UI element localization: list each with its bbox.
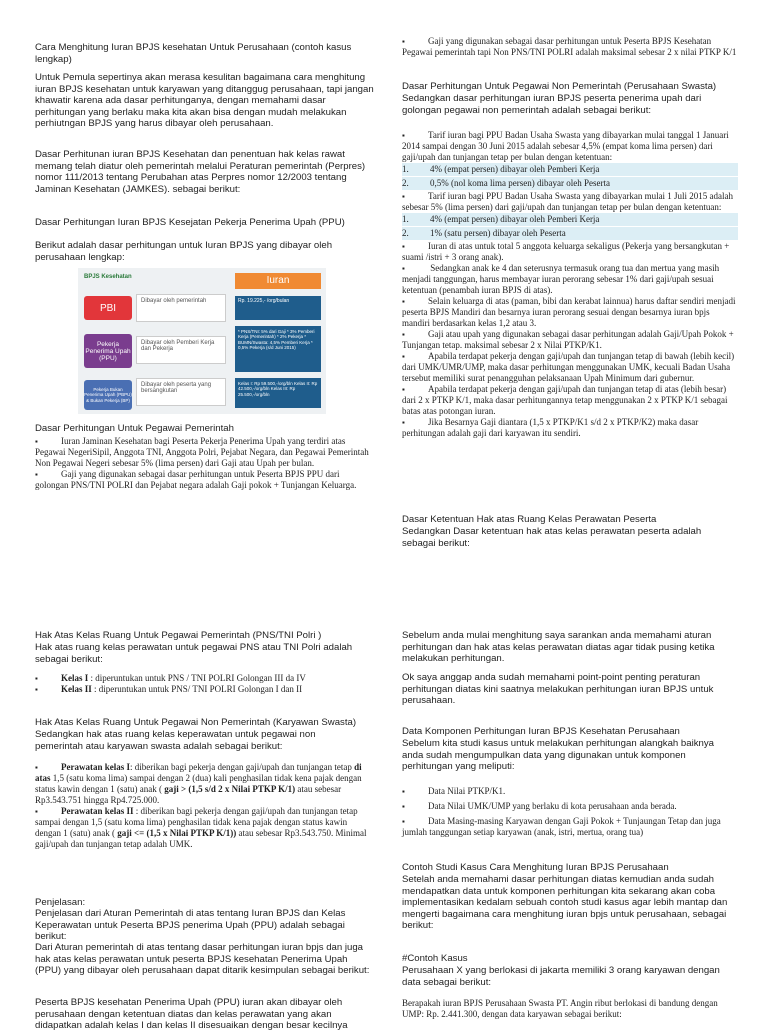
tarif1-item: 1. 4% (empat persen) dibayar oleh Pemberi Kerja [402, 163, 738, 176]
list-item: ▪Apabila terdapat pekerja dengan gaji/upah dan tunjangan tetap di bawah (lebih kecil) dari UMK/UMR/UMP, maka dasar perhitungan menggunakan UMK, kecuali Badan Usaha tersebut memiliki surat penangguhan pelaksanaan Upah Minimum dari gubernur. [402, 351, 738, 384]
list-item: ▪ Sedangkan anak ke 4 dan seterusnya termasuk orang tua dan mertua yang masih menjadi tanggungan, harus membayar iuran perorang sebesar 1% dari gaji/upah sesuai ketentuan (penambah iuran BPJS di atas). [402, 263, 738, 296]
komponen-heading: Data Komponen Perhitungan Iuran BPJS Kesehatan Perusahaan [402, 726, 680, 737]
ppu-heading: Dasar Perhitungan Iuran BPJS Kesejatan Pekerja Penerima Upah (PPU) [35, 217, 345, 228]
pbi-label: PBI [84, 296, 132, 320]
tarif2-item: 1. 4% (empat persen) dibayar oleh Pemberi Kerja [402, 213, 738, 226]
list-item: ▪Perawatan kelas II : diberikan bagi pekerja dengan gaji/upah dan tunjangan tetap sampai dengan 1,5 (satu koma lima) penghasilan tidak kena pajak dengan status kawin dengan 1 (satu) anak ( gaji <= (1,5 x Nilai PTKP K/1)) atau sebesar Rp3.543.750. Minimal gaji/upah dan tunjangan tetap adalah UMK. [35, 806, 375, 850]
sebelum-paragraph: Sebelum anda mulai menghitung saya sarankan anda memahami aturan perhitungan dan hak atas kelas perawatan diatas agar tidak pusing ketika melakukan perhitungan. [402, 630, 715, 665]
penjelasan-paragraph-3: Peserta BPJS kesehatan Penerima Upah (PPU) iuran akan dibayar oleh perusahaan dengan ketentuan diatas dan kelas perawatan yang akan didapatkan adalah kelas I dan kelas II disesuaikan dengan besar kecilnya [35, 997, 348, 1032]
komponen-list [402, 786, 738, 838]
tarif1-item: 2. 0,5% (nol koma lima persen) dibayar oleh Peserta [402, 177, 738, 190]
list-item: ▪Kelas I : diperuntukan untuk PNS / TNI POLRI Golongan III da IV [35, 673, 375, 684]
list-item: ▪Iuran di atas untuk total 5 anggota keluarga sekaligus (Pekerja yang bersangkutan + suami /istri + 3 orang anak). [402, 241, 738, 263]
contoh-heading: #Contoh Kasus [402, 953, 468, 964]
tarif-section [402, 130, 738, 439]
kelas-pns-intro: Hak atas ruang kelas perawatan untuk pegawai PNS atau TNI Polri adalah sebagai berikut: [35, 642, 353, 665]
article-title: Cara Menghitung Iuran BPJS kesehatan Untuk Perusahaan (contoh kasus lengkap) [35, 42, 352, 65]
pbpu-description: Dibayar oleh peserta yang bersangkutan [136, 378, 226, 406]
list-item: ▪Data Nilai PTKP/K1. [402, 786, 738, 797]
list-item: ▪Gaji yang digunakan sebagai dasar perhitungan untuk Peserta BPJS PPU dari golongan PNS/TNI POLRI dan Pejabat negara adalah Gaji pokok + Tunjangan Keluarga. [35, 469, 375, 491]
pbi-description: Dibayar oleh pemerintah [136, 294, 226, 322]
list-item: ▪Kelas II : diperuntukan untuk PNS/ TNI POLRI Golongan I dan II [35, 684, 375, 695]
penjelasan-heading: Penjelasan: [35, 897, 86, 908]
infographic-header: Iuran [235, 273, 321, 289]
berapakah-paragraph: Berapakah iuran BPJS Perusahaan Swasta PT. Angin ribut berlokasi di bandung dengan UMP: Rp. 2.441.300, dengan data karyawan sebagai berikut: [402, 998, 718, 1019]
pbi-iuran: Rp. 19.225,- /org/bulan [235, 296, 321, 320]
komponen-intro: Sebelum kita studi kasus untuk melakukan perhitungan alangkah baiknya anda sudah mengumpulkan data yang digunakan untuk komponen perhitungan yang meliputi: [402, 738, 714, 773]
list-item: ▪Apabila terdapat pekerja dengan gaji/upah dan tunjangan tetap di atas (lebih besar) dari 2 x PTKP K/1, maka dasar perhitungannya tetap menggunakan 2 x PTKP K/1 sebagai batas atas potongan iuran. [402, 384, 738, 417]
iuran-infographic [78, 268, 326, 414]
kelas-swasta-list [35, 762, 375, 850]
pbpu-label: Pekerja Bukan Penerima Upah (PBPU) & Bukan Pekerja (BP) [84, 380, 132, 410]
list-item: ▪Tarif iuran bagi PPU Badan Usaha Swasta yang dibayarkan mulai 1 Juli 2015 adalah sebesar 5% (lima persen) dari gaji/upah dan tunjangan tetap per bulan dengan ketentuan: [402, 191, 738, 213]
kelas-swasta-intro: Sedangkan hak atas ruang kelas keperawatan untuk pegawai non pemerintah atau karyawan swasta adalah sebagai berikut: [35, 729, 316, 752]
list-item: ▪Tarif iuran bagi PPU Badan Usaha Swasta yang dibayarkan mulai tanggal 1 Januari 2014 sampai dengan 30 Juni 2015 adalah sebesar 4,5% (empat koma lima persen) dari gaji/upah dan tunjangan tetap per bulan dengan ketentuan: [402, 130, 738, 163]
studi-heading: Contoh Studi Kasus Cara Menghitung Iuran BPJS Perusahaan [402, 862, 669, 873]
pns-bullet-list [35, 436, 375, 491]
list-item: ▪Selain keluarga di atas (paman, bibi dan kerabat lainnua) harus daftar sendiri menjadi peserta BPJS Mandiri dan besarnya iuran perorang sesuai dengan besarnya iuran bpjs mandiri berdasarkan kelas 1,2 atau 3. [402, 296, 738, 329]
intro-paragraph: Untuk Pemula sepertinya akan merasa kesulitan bagaimana cara menghitung iuran BPJS kesehatan untuk karyawan yang ditanggug perusahaan, tapi jangan khawatir karena ada dasar perhitunganya, dengan memahami dasar perhitungan yang berlaku maka kita akan bisa dengan mudah melakukan perhiutngan BPJS yang harus dibayar oleh perusahaan. [35, 72, 374, 130]
ppu-label: Pekerja Penerima Upah (PPU) [84, 334, 132, 368]
ppu-description: Dibayar oleh Pemberi Kerja dan Pekerja [136, 336, 226, 364]
pbpu-iuran: Kelas I: Rp 59.500,-/org/bln Kelas II: Rp 42.500,-/org/bln Kelas III: Rp 25.500,-/org/bln [235, 378, 321, 408]
ppu-intro: Berikut adalah dasar perhitungan untuk Iuran BPJS yang dibayar oleh perusahaan lengkap: [35, 240, 333, 263]
penjelasan-paragraph-1: Penjelasan dari Aturan Pemerintah di atas tentang Iuran BPJS dan Kelas Keperawatan untuk Peserta BPJS penerima Upah (PPU) adalah sebagai berikut: [35, 908, 346, 943]
pns-heading: Dasar Perhitungan Untuk Pegawai Pemerintah [35, 423, 234, 434]
kelas-pns-list [35, 673, 375, 695]
swasta-intro: Sedangkan dasar perhitungan iuran BPJS peserta penerima upah dari golongan pegawai non pemerintah adalah sebagai berikut: [402, 93, 702, 116]
kelas-pns-heading: Hak Atas Kelas Ruang Untuk Pegawai Pemerintah (PNS/TNI Polri ) [35, 630, 322, 641]
contoh-paragraph: Perusahaan X yang berlokasi di jakarta memiliki 3 orang karyawan dengan data sebagai berikut: [402, 965, 720, 988]
tarif2-item: 2. 1% (satu persen) dibayar oleh Peserta [402, 227, 738, 240]
rules-paragraph: Dasar Perhitunan iuran BPJS Kesehatan dan penentuan hak kelas rawat memang telah diatur oleh pemerintah melalui Peraturan pemerintah (Perpres) nomor 111/2013 tentang Perubahan atas Perpres nomor 12/2003 tentang Jaminan Kesehatan (JAMKES). sebagai berikut: [35, 149, 366, 195]
ok-paragraph: Ok saya anggap anda sudah memahami point-point penting peraturan perhitungan diatas kini saatnya melakukan perhitungan iuran BPJS untuk perusahaan. [402, 672, 714, 707]
list-item: ▪Gaji atau upah yang digunakan sebagai dasar perhitungan adalah Gaji/Upah Pokok + Tunjangan tetap. maksimal sebesar 2 x Nilai PTKP/K1. [402, 329, 738, 351]
list-item: ▪Gaji yang digunakan sebagai dasar perhitungan untuk Peserta BPJS Kesehatan Pegawai pemerintah tapi Non PNS/TNI POLRI adalah maksimal sebesar 2 x nilai PTKP K/1 [402, 36, 738, 58]
list-item: ▪Perawatan kelas I: diberikan bagi pekerja dengan gaji/upah dan tunjangan tetap di atas 1,5 (satu koma lima) sampai dengan 2 (dua) kali penghasilan tidak kena pajak dengan status kawin dengan 1 (satu) anak ( gaji > (1,5 s/d 2 x Nilai PTKP K/1) atau sebesar Rp3.543.751 hingga Rp4.725.000. [35, 762, 375, 806]
kelas-swasta-heading: Hak Atas Kelas Ruang Untuk Pegawai Non Pemerintah (Karyawan Swasta) [35, 717, 357, 728]
ketentuan-intro: Sedangkan Dasar ketentuan hak atas kelas perawatan peserta adalah sebagai berikut: [402, 526, 702, 549]
list-item: ▪Data Nilai UMK/UMP yang berlaku di kota perusahaan anda berada. [402, 801, 738, 812]
list-item: ▪Jika Besarnya Gaji diantara (1,5 x PTKP/K1 s/d 2 x PTKP/K2) maka dasar perhitungan adalah gaji dari karyawan itu sendiri. [402, 417, 738, 439]
penjelasan-paragraph-2: Dari Aturan pemerintah di atas tentang dasar perhitungan iuran bpjs dan juga hak atas kelas perawatan untuk peserta BPJS kesehatan Penerima Upah (PPU) yang dibayar oleh perusahaan dapat ditarik kesimpulan sebagai berikut: [35, 942, 370, 977]
bpjs-logo: BPJS Kesehatan [84, 274, 132, 280]
studi-paragraph: Setelah anda memahami dasar perhitungan diatas kemudian anda sudah mendapatkan data untuk komponen perhitungan kita sekarang akan coba implementasikan kedalam sebuah contoh studi kasus agar lebih mantap dan mengerti bagaimana cara menghitung iuran bpjs untuk perusahaan, sebagai berikut: [402, 874, 728, 932]
ppu-iuran: * PNS/TNI: 5% dari Gaji * 3% Pemberi Kerja (Pemerintah) * 2% Pekerja * BUMN/Swasta: 4,5% Pemberi Kerja * 0,5% Pekerja (s/d Juni 2015) [235, 326, 321, 372]
top-bullet [402, 36, 738, 58]
list-item: ▪Data Masing-masing Karyawan dengan Gaji Pokok + Tunjaungan Tetap dan juga jumlah tanggungan setiap karyawan (anak, istri, mertua, orang tua) [402, 816, 738, 838]
ketentuan-heading: Dasar Ketentuan Hak atas Ruang Kelas Perawatan Peserta [402, 514, 657, 525]
list-item: ▪Iuran Jaminan Kesehatan bagi Peserta Pekerja Penerima Upah yang terdiri atas Pegawai NegeriSipil, Anggota TNI, Anggota Polri, Pejabat Negara, dan Pegawai Pemerintah Non Pegawai Negeri sebesar 5% (lima persen) dari Gaji atau Upah per bulan. [35, 436, 375, 469]
swasta-heading: Dasar Perhitungan Untuk Pegawai Non Pemerintah (Perusahaan Swasta) [402, 81, 717, 92]
